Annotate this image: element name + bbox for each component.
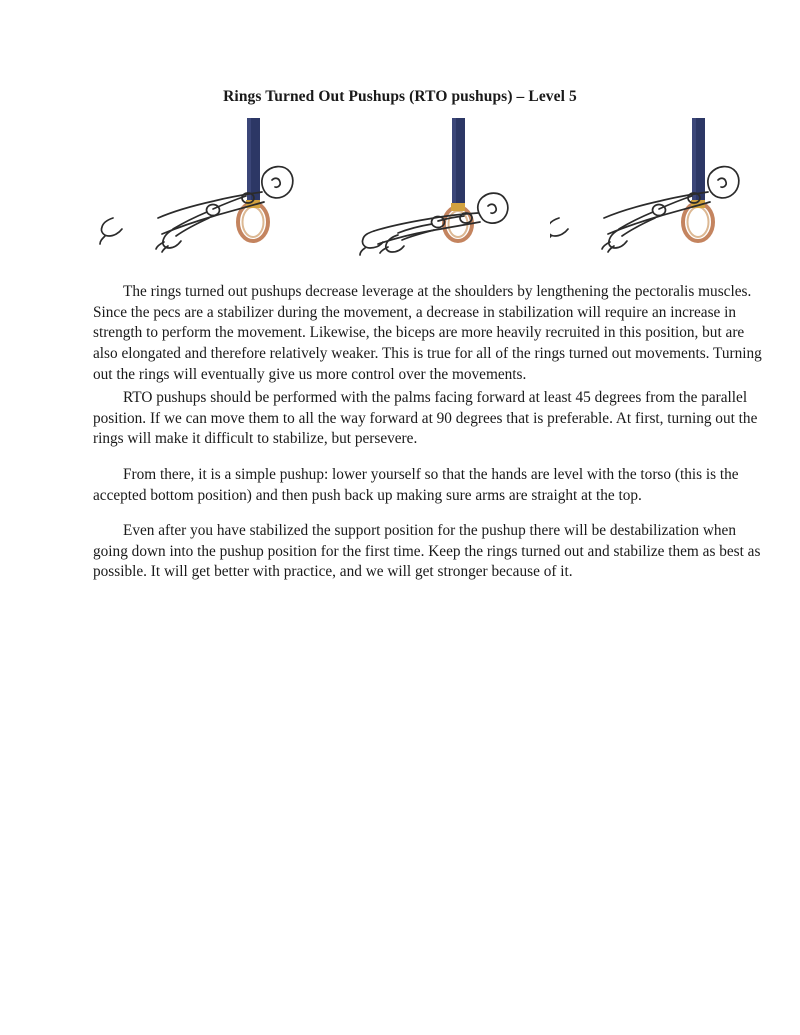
paragraph-2: RTO pushups should be performed with the palms facing forward at least 45 degrees from the parallel position. If we can move them to all the way forward at 90 degrees that is preferable. At first, turning out the rings will make it difficult to stabilize, but persevere. <box>93 389 758 448</box>
strap-icon <box>247 118 260 204</box>
paragraph-4-container <box>93 521 765 596</box>
strap-icon <box>452 118 465 206</box>
paragraph-2-container <box>93 388 765 463</box>
paragraph-4: Even after you have stabilized the support position for the pushup there will be destabilization when going down into the pushup position for the first time. Keep the rings turned out and stabilize them as best as possible. It will get better with practice, and we will get stronger because of it. <box>93 522 761 581</box>
rto-pushup-top-position <box>96 118 326 258</box>
paragraph-1: The rings turned out pushups decrease leverage at the shoulders by lengthening the pectoralis muscles. Since the pecs are a stabilizer during the movement, a decrease in stabilization will require an increase in strength to perform the movement. Likewise, the biceps are more heavily recruited in this position, but are also elongated and therefore relatively weaker. This is true for all of the rings turned out movements. Turning out the rings will eventually give us more control over the movements. <box>93 283 762 383</box>
rto-pushup-bottom-position <box>550 118 780 258</box>
page-title: Rings Turned Out Pushups (RTO pushups) – Level 5 <box>223 88 577 105</box>
ring-icon <box>238 200 268 241</box>
rto-pushup-mid-position <box>318 118 548 258</box>
body-outline <box>360 193 508 255</box>
figure-row <box>90 118 770 258</box>
paragraph-3: From there, it is a simple pushup: lower yourself so that the hands are level with the torso (this is the accepted bottom position) and then push back up making sure arms are straight at the top. <box>93 466 739 504</box>
strap-icon <box>692 118 705 204</box>
paragraph-1-container <box>93 282 765 398</box>
paragraph-3-container <box>93 465 765 519</box>
